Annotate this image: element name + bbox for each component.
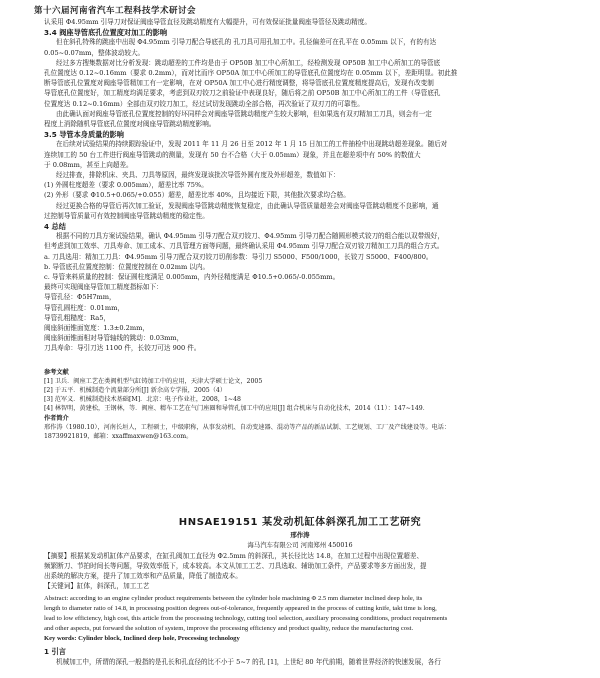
- article-author: 邢作涛: [290, 531, 310, 539]
- abstract-cn-line-2: 频繁断刀、节拍时间长等问题，导致效率低下，成本较高。本文从加工工艺、刀具选取、辅助加工条件，产品要求等多方面出发，提: [44, 562, 427, 570]
- abstract-en-line-1: Abstract: according to an engine cylinder product requirements between the cylinder hole machining Φ 2.5 mm diameter inclined deep hole, its: [44, 595, 423, 602]
- body-text-line: 程度上消除随机导管底孔位置度对阀座导管跳动精度影响。: [44, 120, 216, 128]
- article-title: HNSAE19151 某发动机缸体斜深孔加工工艺研究: [178, 517, 422, 528]
- intro-heading: 1 引言: [44, 647, 66, 656]
- body-text-line: 认采用 Φ4.95mm 引导刀对保证阀座导管直径及跳动精度有大幅提升，可有效保证批量阀座导管径及跳动精度。: [44, 18, 371, 26]
- body-text-line: 刀具寿命：导引刀达 1100 件，长铰刀可达 900 件。: [44, 344, 201, 353]
- author-bio-line-2: 18739921819，邮箱：xxaffmaxwen@163.com。: [44, 433, 193, 440]
- section-heading: 4 总结: [44, 222, 66, 231]
- body-text-line: 导管底孔位置度好，加工精度均满足要求，考虑到双刃铰刀之前验证中表现良好，随后将之前 OP50B 加工中心所加工的工件（导管底孔: [44, 89, 441, 98]
- keywords-cn: 【关键词】缸体，斜深孔，加工工艺: [44, 582, 150, 590]
- reference-item: [4] 林智明，黄建松，王钢林，等．阀座、精车工艺在气门座圈和导管孔加工中的应用[J] 组合机床与自动化技术，2014（11）：147~149．: [44, 405, 429, 412]
- abstract-en-line-2: length to diameter ratio of 14.8, in processing position degrees out-of-tolerance, frequently appeared in the process of cutting knife, takt time is long,: [44, 605, 437, 612]
- body-text-line: (2) 外形（要求 Φ10.5+0.065/+0.055）超差，超差比率 40%，且均接近下限，其他批次要求均合格。: [44, 191, 350, 200]
- article-affiliation: 海马汽车有限公司 河南郑州 450016: [247, 541, 353, 549]
- section-heading: 3.5 导管本身质量的影响: [44, 130, 124, 140]
- body-text-line: 导管孔粗糙度：Ra5，: [44, 313, 110, 322]
- author-bio-line-1: 邢作涛（1980.10），河南长垣人，工程硕士，中级职称，从事发动机、自动变速器、混动等产品的新品试制、工艺规划、工厂及产线建设等。电话：: [44, 424, 451, 431]
- reference-item: [1] 卫兵．阀座工艺在类阀机型气缸铸加工中的应用，天津大学硕士论文，2005: [44, 378, 263, 385]
- body-text-line: 孔位置度达 0.12~0.16mm（要求 0.2mm），而对比而序 OP50A 加工中心所加工的导管底孔位置度均在 0.05mm 以下，差距明显。初此推: [44, 69, 458, 77]
- body-text-line: a. 刀具选用：精加工刀具：Φ4.95mm 引导刀配合双刃铰刀切削参数：导引刀 S5000、F500/1000，长铰刀 S5000、F400/800。: [44, 252, 433, 261]
- abstract-en-line-3: lead to low efficiency, high cost, this article from the processing technology, cutting tool selection, auxiliary processing conditions, product requirements: [44, 615, 448, 622]
- body-text-line: 过控制导管质量可有效控制阀座导管跳动精度的稳定性。: [44, 211, 209, 220]
- abstract-en-line-4: and other aspects, put forward the solution of system, improve the processing efficiency and product quality, reduce the manufacturing cost.: [44, 625, 414, 632]
- body-text-line: 经过多方搜集数据对比分析发现：跳动超差的工件均是由于 OP50B 加工中心所加工，经检测发现 OP50B 加工中心所加工的导管底: [56, 58, 441, 67]
- body-text-line: 断导管底孔位置度对阀座导管精加工有一定影响，在对 OP50A 加工中心进行精度调整，将导管底孔位置度精度提高后，发现有改变制: [44, 79, 434, 88]
- body-text-line: 连续加工的 50 台工件进行阀座导管跳动的测量，发现有 50 台不合格（大于 0.05mm）现象，并且在超差项中有 50% 的数值大: [44, 150, 421, 159]
- body-text-line: b. 导管底孔位置度控制：位置度控制在 0.02mm 以内。: [44, 262, 210, 271]
- body-text-line: 在后续对试验结果的持续跟踪验证中，发现 2011 年 11 月 26 日至 2012 年 1 月 15 日加工的工件抽检中出现跳动超差现象。随后对: [56, 140, 448, 149]
- body-text-line: 位置度达 0.12~0.16mm）全部由双刃铰刀加工，经过试切发现跳动全部合格，再次验证了双刃刀的可靠性。: [44, 99, 364, 108]
- body-text-line: 根据不同的刀具方案试验结果，确认 Φ4.95mm 引导刀配合双刃铰刀、Φ4.95mm 引导刀配合随圆形模式铰刀的组合能以双带级好，: [56, 232, 444, 241]
- body-text-line: 阀座斜面锥面相对导管轴线的跳动：0.03mm，: [44, 334, 184, 343]
- body-text-line: 于 0.08mm，甚至上向超差。: [44, 160, 133, 169]
- body-text-line: 由此确认面对阀座导管底孔位置度控制的好坏同样会对阀座导管跳动精度产生较大影响，但如果选有双刃精加工刀具，则会有一定: [56, 109, 432, 118]
- abstract-cn-line-1: 【摘要】根据某发动机缸体产品要求，在缸孔阀加工直径为 Φ2.5mm 的斜深孔，其长径比达 14.8，在加工过程中出现位置超差、: [44, 552, 424, 560]
- author-heading: 作者简介: [44, 415, 69, 422]
- body-text-line: 最终可实现阀座导管加工精度指标如下：: [44, 283, 163, 292]
- body-text-line: (1) 外圆柱度超差（要求 0.005mm），超差比率 75%。: [44, 181, 208, 190]
- body-text-line: 导管孔径：Φ5H7mm，: [44, 293, 116, 302]
- running-header: 第十六届河南省汽车工程科技学术研讨会: [34, 6, 197, 16]
- body-text-line: c. 导管来料质量的控制：保证圆柱度满足 0.005mm，内外径精度满足 Φ10.5+0.065/-0.055mm。: [44, 273, 340, 281]
- body-text-line: 但考虑到加工效率、刀具寿命、加工成本、刀具管理方面等问题，最终确认采用 Φ4.95mm 引导刀配合双刃铰刀精加工刀具的组合方式。: [44, 242, 444, 251]
- body-text-line: 导管孔圆柱度：0.01mm，: [44, 303, 124, 312]
- section-heading: 3.4 阀座导管底孔位置度对加工的影响: [44, 28, 168, 38]
- body-text-line: 但在斜孔特殊的跳座中出现 Φ4.95mm 引导刀配合导底孔的 孔刀具可用孔加工中。孔径偏差可在孔平在 0.05mm 以下，有的有达: [56, 38, 437, 47]
- reference-item: [3] 范军义．机械制造技术基础[M]．北京：电子作业社，2008，1~48: [44, 396, 241, 403]
- reference-item: [2] 于五平．机械制造个流量部分所[J] 新余高专学报，2005（4）: [44, 387, 227, 394]
- body-text-line: 0.05~0.07mm，整体波动较大。: [44, 48, 145, 57]
- body-text-line: 经过更换合格的导管后再次加工验证，发现阀座导管跳动精度恢复稳定，由此确认导管质量超差会对阀座导管跳动精度不良影响，通: [56, 201, 439, 210]
- body-text-line: 经过排查，排除机床、夹具、刀具等原因，最终发现该批次导管外圆有度及外形超差，数值如下：: [56, 171, 340, 179]
- body-text-line: 阀座斜面锥面宽度：1.3±0.2mm，: [44, 324, 149, 332]
- abstract-cn-line-3: 出系统的解决方案，提升了加工效率和产品质量，降低了制造成本。: [44, 572, 242, 580]
- references-heading: 参考文献: [44, 369, 69, 376]
- intro-text: 机械加工中，所谓的深孔一般指的是孔长和孔直径的比不小于 5~7 的孔 [1]，上世纪 80 年代前期，随着世界经济的快速发展，各行: [56, 658, 441, 666]
- keywords-en: Key words: Cylinder block, Inclined deep hole, Processing technology: [44, 635, 240, 642]
